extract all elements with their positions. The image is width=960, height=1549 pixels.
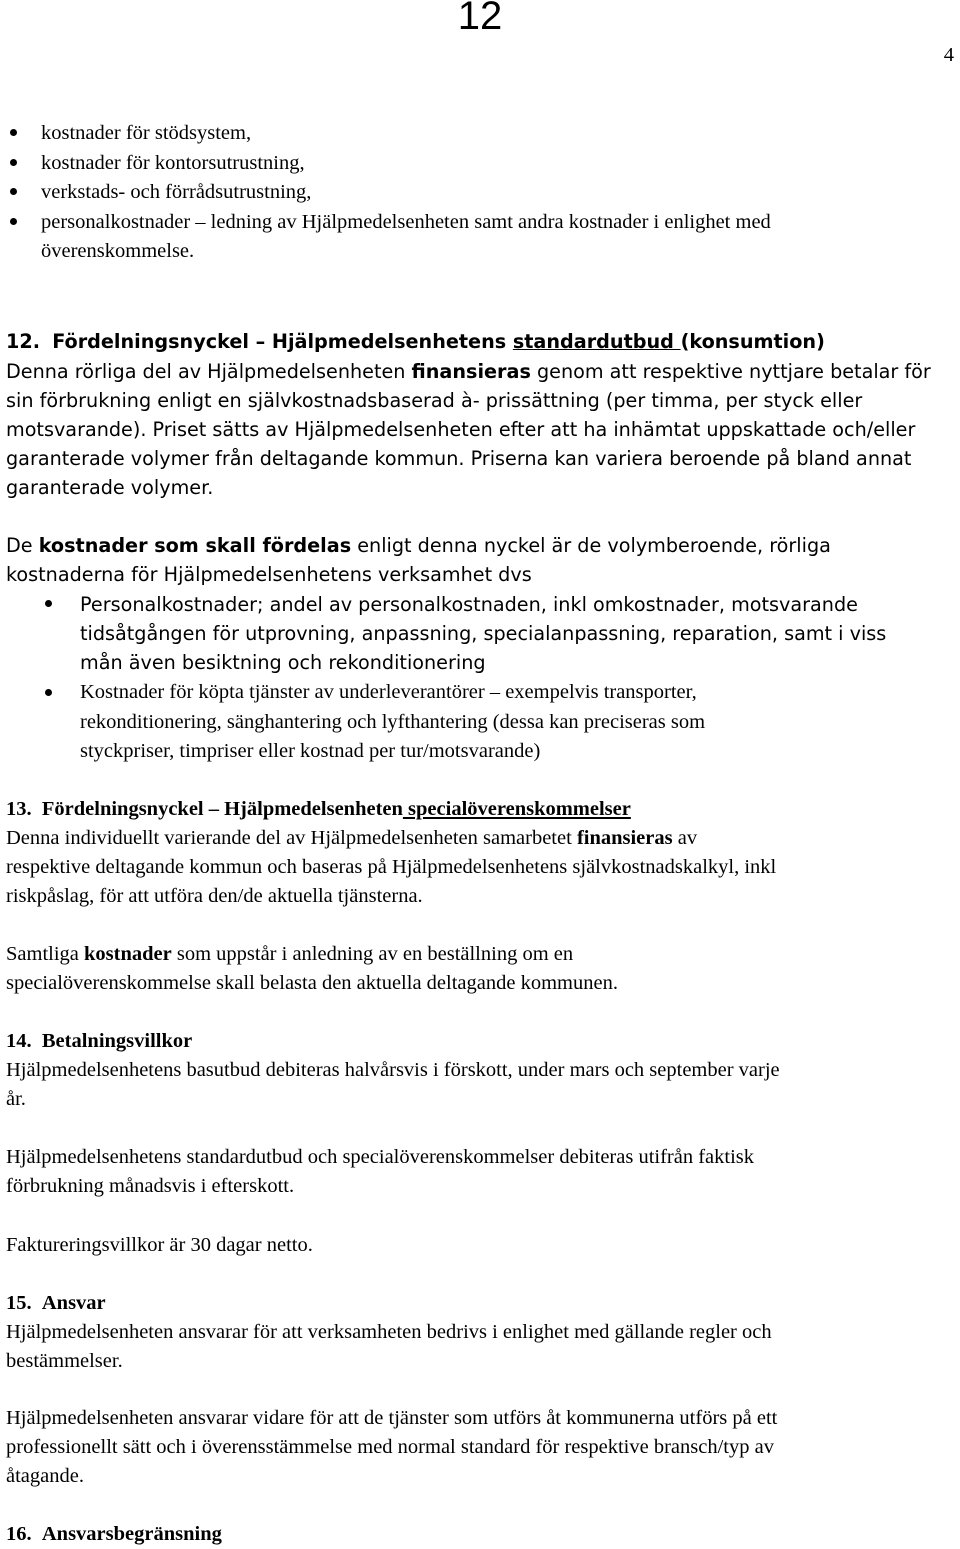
section-number: 15. [6,1292,32,1314]
heading-text: Ansvar [41,1292,106,1314]
paragraph-line: sin förbrukning enligt en självkostnadsbaserad à- prissättning (per timma, per styck eller [6,389,863,412]
paragraph-line: riskpåslag, för att utföra den/de aktuella tjänsterna. [6,885,423,907]
list-item: personalkostnader – ledning av Hjälpmedelsenheten samt andra kostnader i enlighet med [41,211,771,233]
heading-text: Ansvarsbegränsning [41,1523,222,1545]
bullet-icon [10,218,17,225]
header-number: 12 [457,0,503,38]
section-number: 14. [6,1030,32,1052]
section-heading [6,1289,106,1318]
paragraph-line: förbrukning månadsvis i efterskott. [6,1175,295,1197]
paragraph-line: respektive deltagande kommun och baseras på Hjälpmedelsenhetens självkostnadskalkyl, inkl [6,856,777,878]
paragraph-line: Faktureringsvillkor är 30 dagar netto. [6,1234,313,1256]
paragraph-line: Hjälpmedelsenhetens basutbud debiteras halvårsvis i förskott, under mars och september varje [6,1059,780,1081]
paragraph-line: åtagande. [6,1465,84,1487]
list-item: Personalkostnader; andel av personalkostnaden, inkl omkostnader, motsvarande [80,593,858,616]
section-number: 13. [6,798,32,820]
bullet-icon [45,689,52,696]
bullet-icon [10,159,17,166]
paragraph-line: bestämmelser. [6,1350,123,1372]
paragraph-line: professionellt sätt och i överensstämmelse med normal standard för respektive bransch/typ av [6,1436,774,1458]
paragraph-line: specialöverenskommelse skall belasta den aktuella deltagande kommunen. [6,972,618,994]
heading-text: Fördelningsnyckel – Hjälpmedelsenhetens [52,330,513,353]
paragraph-line: år. [6,1088,26,1110]
bullet-icon [45,600,52,607]
paragraph-line: Samtliga kostnader som uppstår i anledning av en beställning om en [6,943,574,965]
list-item: Kostnader för köpta tjänster av underleverantörer – exempelvis transporter, [80,681,697,703]
list-item-continuation: styckpriser, timpriser eller kostnad per tur/motsvarande) [80,740,541,762]
paragraph-line: kostnaderna för Hjälpmedelsenhetens verksamhet dvs [6,563,532,586]
heading-text: Fördelningsnyckel – Hjälpmedelsenheten [41,798,403,820]
list-item: kostnader för stödsystem, [41,122,252,144]
section-heading [6,327,825,356]
heading-text-end: (konsumtion) [680,330,825,353]
bullet-icon [10,129,17,136]
bullet-icon [10,188,17,195]
paragraph-line: De kostnader som skall fördelas enligt denna nyckel är de volymberoende, rörliga [6,534,831,557]
list-item-continuation: mån även besiktning och rekonditionering [80,651,486,674]
paragraph-line: Hjälpmedelsenheten ansvarar för att verksamheten bedrivs i enlighet med gällande regler och [6,1321,772,1343]
section-number: 16. [6,1523,32,1545]
paragraph-line: garanterade volymer från deltagande kommun. Priserna kan variera beroende på bland annat [6,447,912,470]
section-heading [6,795,631,824]
paragraph-line: Hjälpmedelsenhetens standardutbud och specialöverenskommelser debiteras utifrån faktisk [6,1146,755,1168]
list-item-continuation: rekonditionering, sänghantering och lyfthantering (dessa kan preciseras som [80,711,706,733]
list-item: verkstads- och förrådsutrustning, [41,181,312,203]
list-item-continuation: tidsåtgången för utprovning, anpassning, specialanpassning, reparation, samt i viss [80,622,887,645]
heading-underlined-text: standardutbud [512,330,681,353]
heading-underlined-text: specialöverenskommelser [402,798,631,820]
page-number: 4 [943,44,954,66]
paragraph-line: Denna individuellt varierande del av Hjälpmedelsenheten samarbetet finansieras av [6,827,698,849]
section-heading [6,1520,222,1549]
paragraph-line: Denna rörliga del av Hjälpmedelsenheten finansieras genom att respektive nyttjare betalar för [6,360,931,383]
section-heading [6,1027,192,1056]
list-item-continuation: överenskommelse. [41,240,195,262]
section-number: 12. [6,330,40,353]
heading-text: Betalningsvillkor [41,1030,193,1052]
paragraph-line: garanterade volymer. [6,476,214,499]
paragraph-line: motsvarande). Priset sätts av Hjälpmedelsenheten efter att ha inhämtat uppskattade och/eller [6,418,916,441]
list-item: kostnader för kontorsutrustning, [41,152,305,174]
paragraph-line: Hjälpmedelsenheten ansvarar vidare för att de tjänster som utförs åt kommunerna utförs på ett [6,1407,778,1429]
